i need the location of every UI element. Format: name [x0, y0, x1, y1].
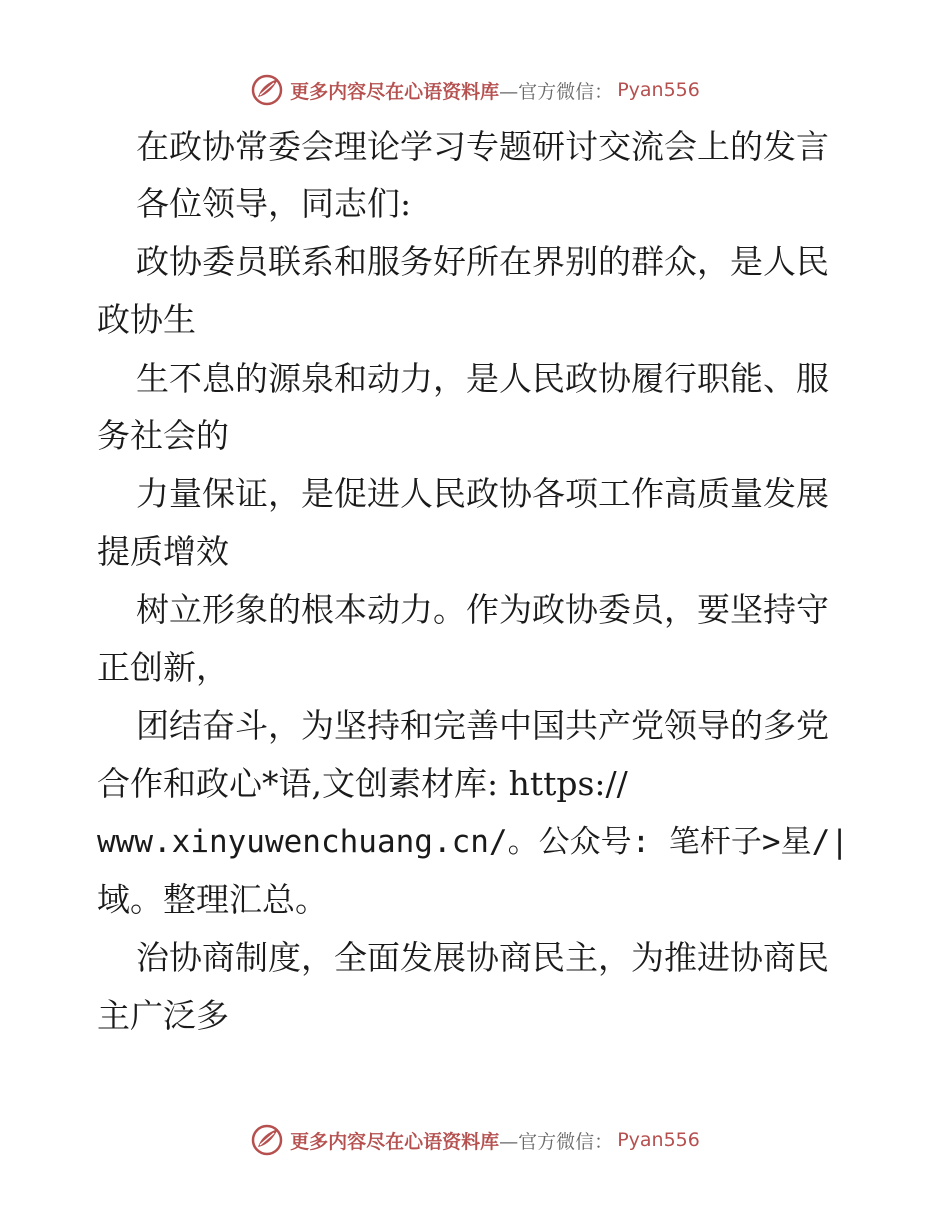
banner-wechat-id: Pyan556	[617, 1129, 700, 1151]
footer-banner	[0, 1120, 950, 1160]
banner-brand-text: 更多内容尽在心语资料库	[290, 1130, 500, 1153]
paragraph-line-url: www.xinyuwenchuang.cn/。公众号: 笔杆子>星/|	[97, 824, 849, 860]
salutation: 各位领导，同志们:	[136, 184, 412, 223]
paragraph-line: 合作和政心*语,文创素材库: https://	[97, 764, 628, 803]
paragraph-line: 力量保证，是促进人民政协各项工作高质量发展	[136, 474, 829, 513]
paragraph-line: 正创新，	[97, 648, 229, 687]
paragraph-line: 治协商制度，全面发展协商民主，为推进协商民	[136, 938, 829, 977]
paragraph-line: 主广泛多	[97, 996, 229, 1035]
banner-sub-text: —官方微信：	[499, 1130, 614, 1153]
header-banner	[0, 70, 950, 110]
paragraph-line: 提质增效	[97, 532, 229, 571]
paragraph-line: 务社会的	[97, 416, 229, 455]
banner-wechat-id: Pyan556	[617, 79, 700, 101]
paragraph-line: 团结奋斗，为坚持和完善中国共产党领导的多党	[136, 706, 829, 745]
paragraph-line: 政协生	[97, 300, 196, 339]
paragraph-line: 域。整理汇总。	[97, 880, 328, 919]
document-title: 在政协常委会理论学习专题研讨交流会上的发言	[136, 127, 829, 166]
banner-sub-text: —官方微信：	[499, 80, 614, 103]
paragraph-line: 树立形象的根本动力。作为政协委员，要坚持守	[136, 590, 829, 629]
paragraph-line: 政协委员联系和服务好所在界别的群众，是人民	[136, 242, 829, 281]
leaf-badge-logo-icon	[250, 1123, 284, 1157]
banner-brand-text: 更多内容尽在心语资料库	[290, 80, 500, 103]
leaf-badge-logo-icon	[250, 73, 284, 107]
paragraph-line: 生不息的源泉和动力，是人民政协履行职能、服	[136, 359, 829, 398]
